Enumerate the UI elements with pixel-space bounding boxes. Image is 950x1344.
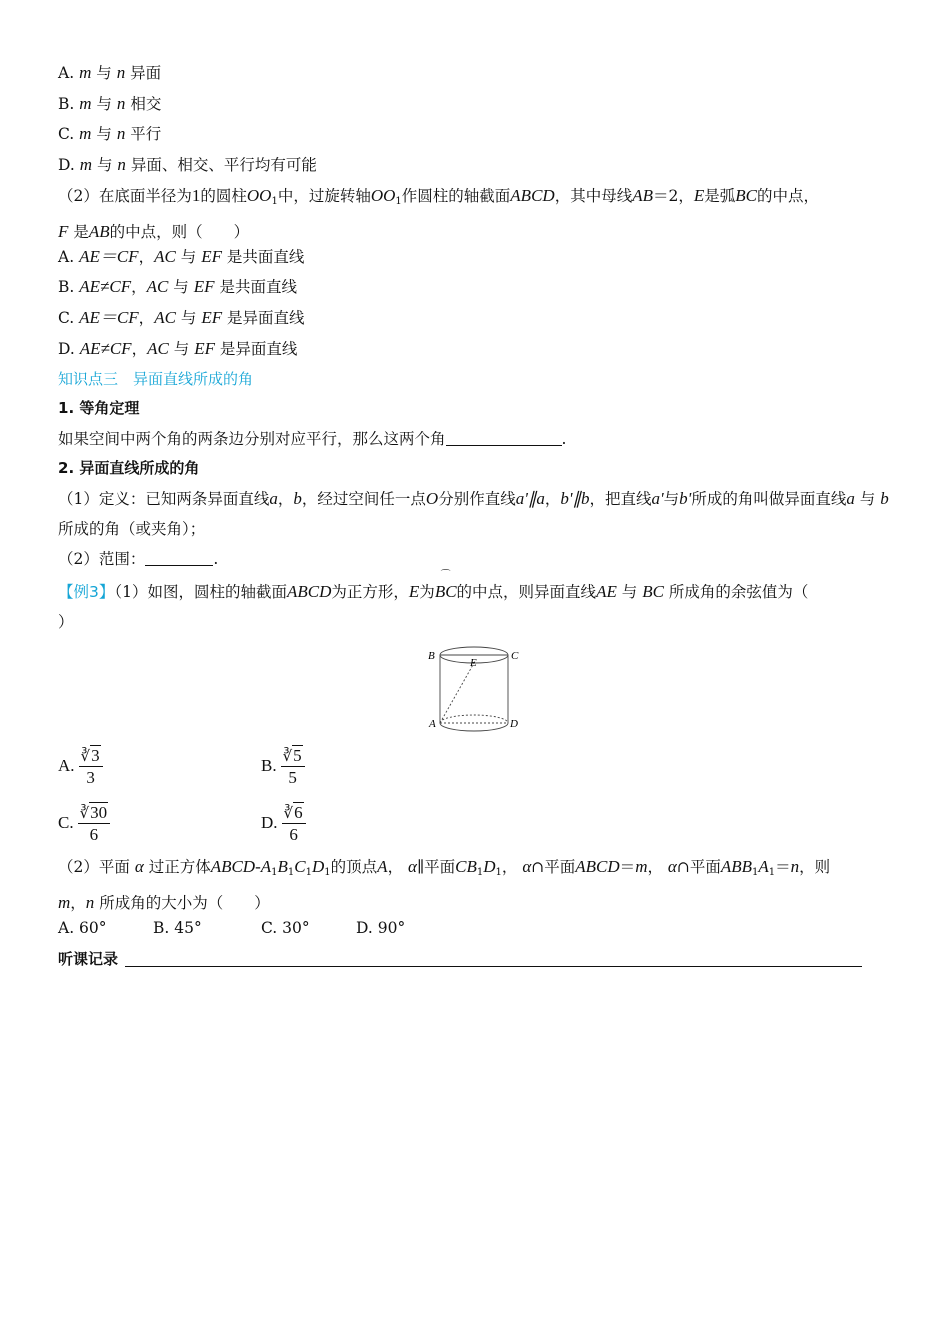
label-d: D <box>510 718 518 730</box>
example-3-stem: 【例3】（1）如图，圆柱的轴截面ABCD为正方形，E为 ⌒ BC的中点，则异面直线AE 与 BC 所成角的余弦值为（ ） <box>58 570 809 631</box>
ex-option-d[interactable]: D. $\frac{∛6}{6}$ <box>261 801 306 846</box>
q2-option-d: D. AE≠CF，AC 与 EF 是异面直线 <box>58 339 298 358</box>
q1-option-a: A. m 与 n 异面 <box>58 63 162 82</box>
subheading-skew-angle: 2. 异面直线所成的角 <box>58 459 200 477</box>
notes-line[interactable] <box>125 966 862 967</box>
ex-q2-option-a[interactable]: A. 60° <box>58 919 107 937</box>
range-text: （2）范围： . <box>58 550 219 568</box>
ex-option-c[interactable]: C. $\frac{∛30}{6}$ <box>58 801 110 846</box>
ex-q2-option-b[interactable]: B. 45° <box>153 919 202 937</box>
q2-stem: （2）在底面半径为1的圆柱$OO_1$中，过旋转轴$OO_1$作圆柱的轴截面ABCD，其中母线AB＝2，E是弧BC的中点， F 是AB的中点，则（ ） <box>58 186 820 241</box>
notes-label: 听课记录 <box>58 950 119 968</box>
ex-option-b[interactable]: B. $\frac{∛5}{5}$ <box>261 744 305 789</box>
ex-option-a[interactable]: A. $\frac{∛3}{3}$ <box>58 744 103 789</box>
q2-option-b: B. AE≠CF，AC 与 EF 是共面直线 <box>58 277 297 296</box>
q1-option-b: B. m 与 n 相交 <box>58 94 162 113</box>
definition-text: （1）定义：已知两条异面直线a，b，经过空间任一点O分别作直线a'∥a，b'∥b，把直线a'与b'所成的角叫做异面直线a 与 b 所成的角（或夹角）； <box>58 489 889 538</box>
q2-option-a: A. AE＝CF，AC 与 EF 是共面直线 <box>58 247 305 266</box>
q1-option-d: D. m 与 n 异面、相交、平行均有可能 <box>58 155 317 174</box>
ex-q2-option-c[interactable]: C. 30° <box>261 919 310 937</box>
ex-q2-stem: （2）平面 α 过正方体ABCD-$A_1B_1C_1D_1$的顶点A， α∥平面$CB_1D_1$， α∩平面ABCD＝m， α∩平面$ABB_1A_1=n$，则 m，n 所成角的大小为（ ） <box>58 857 831 912</box>
theorem-text: 如果空间中两个角的两条边分别对应平行，那么这两个角 . <box>58 430 567 448</box>
label-c: C <box>511 650 519 662</box>
q1-option-c: C. m 与 n 平行 <box>58 124 162 143</box>
label-e: E <box>470 657 477 669</box>
example-tag: 【例3】 <box>58 583 115 601</box>
answer-blank[interactable] <box>446 429 562 446</box>
ex-q2-option-d[interactable]: D. 90° <box>356 919 406 937</box>
subheading-equal-angle: 1. 等角定理 <box>58 399 140 417</box>
label-b: B <box>428 650 435 662</box>
label-a: A <box>429 718 436 730</box>
section-heading: 知识点三 异面直线所成的角 <box>58 370 254 388</box>
range-blank[interactable] <box>145 549 213 566</box>
cylinder-figure <box>425 640 525 740</box>
q2-option-c: C. AE＝CF，AC 与 EF 是异面直线 <box>58 308 305 327</box>
